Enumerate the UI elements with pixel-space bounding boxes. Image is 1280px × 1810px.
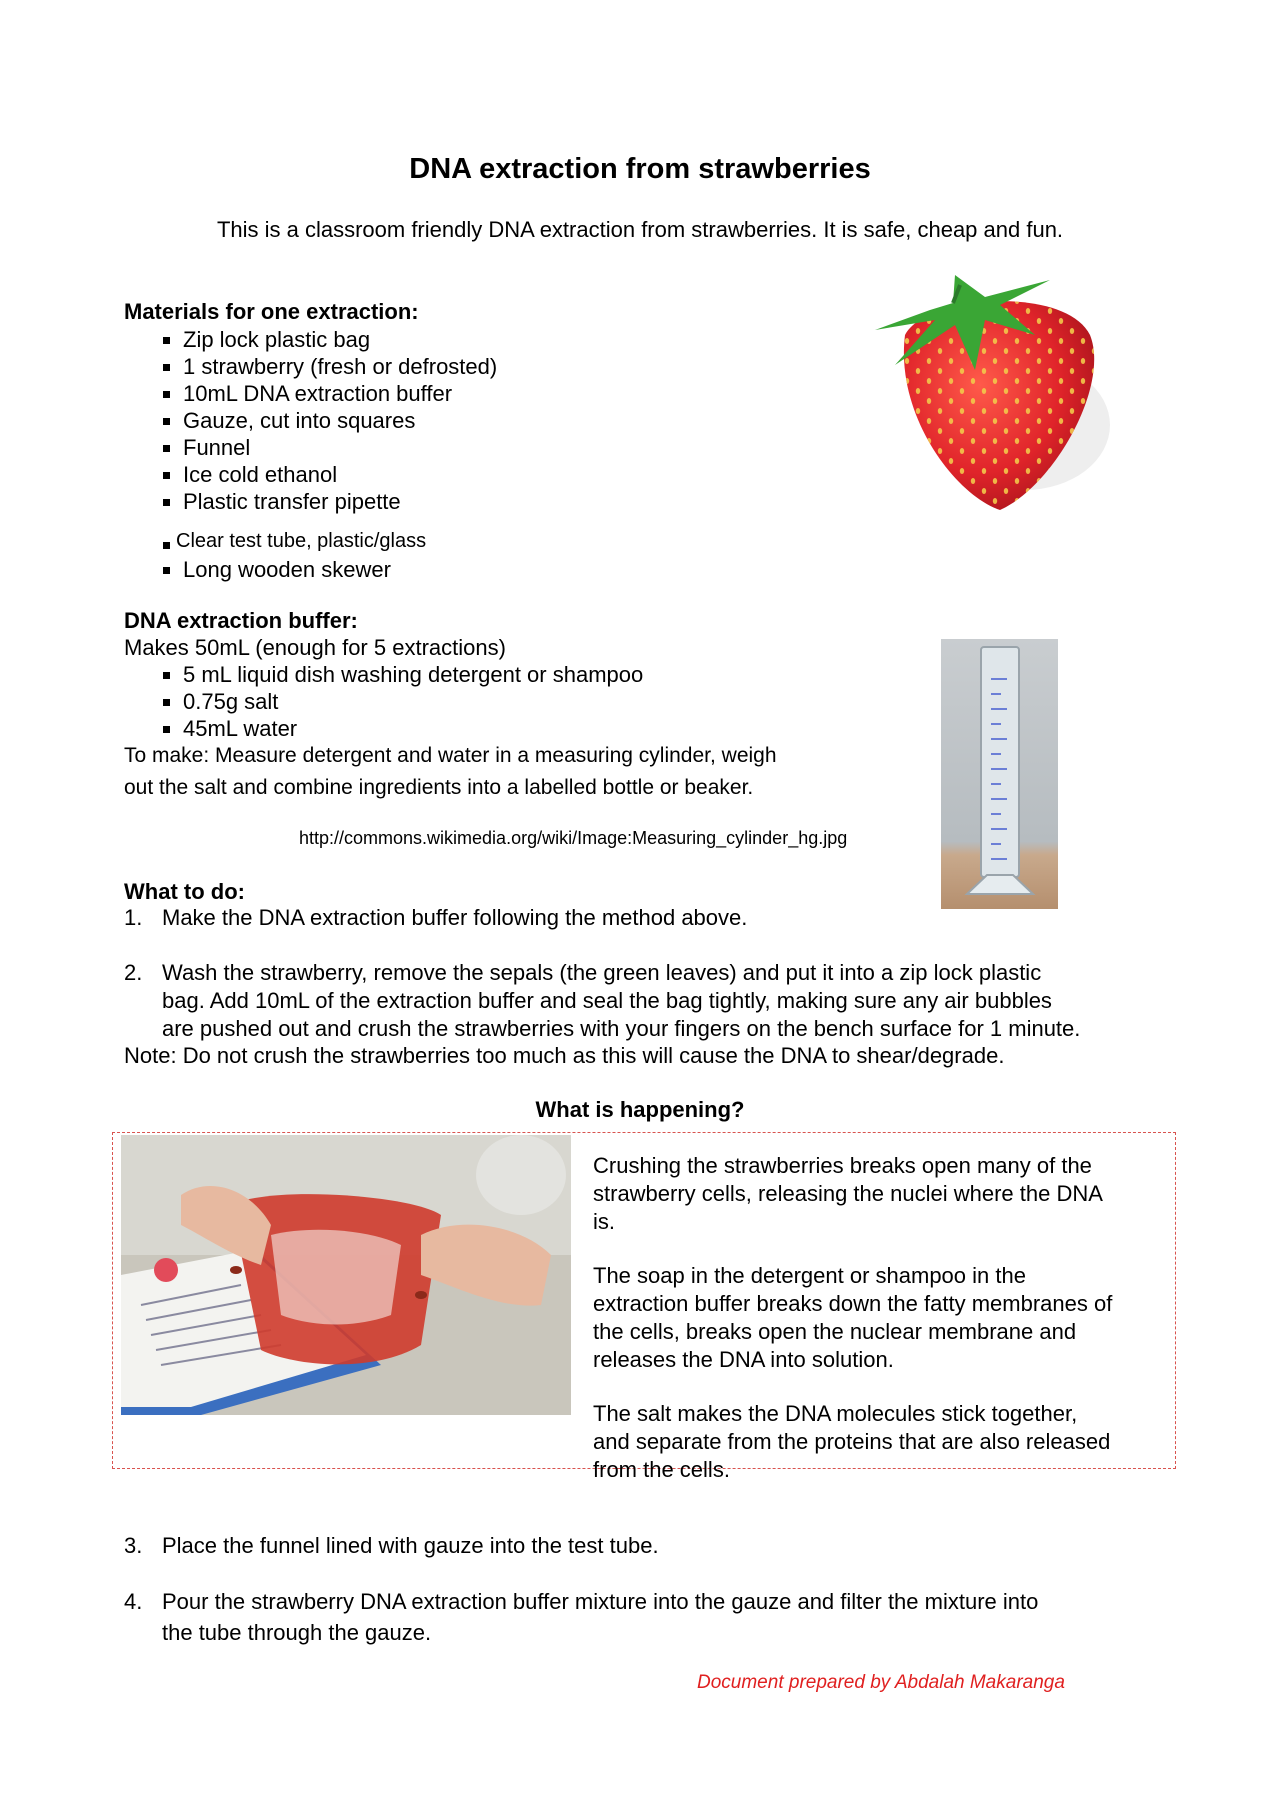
step-2: 2. Wash the strawberry, remove the sepals (the green leaves) and put it into a zip lock plastic bag. Add 10mL of the extraction buffer and seal the bag tightly, making sure any air bubbles are pushed out and crush the strawberries with your fingers on the bench surface for 1 minute. bbox=[124, 960, 1081, 1041]
list-item: 0.75g salt bbox=[155, 688, 643, 715]
materials-list-extra bbox=[155, 556, 391, 583]
author-credit: Document prepared by Abdalah Makaranga bbox=[697, 1672, 1065, 1693]
step-number: 2. bbox=[124, 960, 143, 985]
list-item: Plastic transfer pipette bbox=[155, 488, 497, 515]
list-item: Long wooden skewer bbox=[155, 556, 391, 583]
crushing-bag-photo bbox=[121, 1135, 571, 1415]
happening-heading: What is happening? bbox=[535, 1097, 745, 1122]
list-item: Clear test tube, plastic/glass bbox=[176, 530, 427, 552]
page-title: DNA extraction from strawberries bbox=[409, 153, 871, 185]
buffer-instructions-2: out the salt and combine ingredients into a labelled bottle or beaker. bbox=[124, 776, 754, 799]
buffer-makes: Makes 50mL (enough for 5 extractions) bbox=[124, 635, 506, 660]
step-4: 4. Pour the strawberry DNA extraction buffer mixture into the gauze and filter the mixture into the tube through the gauze. bbox=[124, 1586, 1174, 1648]
buffer-list bbox=[155, 661, 643, 742]
buffer-heading: DNA extraction buffer: bbox=[124, 608, 358, 633]
step-3: 3. Place the funnel lined with gauze into the test tube. bbox=[124, 1533, 659, 1558]
materials-list bbox=[155, 326, 497, 515]
step-number: 4. bbox=[124, 1589, 143, 1614]
list-item: 45mL water bbox=[155, 715, 643, 742]
step-1: 1. Make the DNA extraction buffer following the method above. bbox=[124, 905, 748, 930]
steps-heading: What to do: bbox=[124, 879, 245, 904]
happening-paragraph-2: The soap in the detergent or shampoo in the extraction buffer breaks down the fatty membranes of the cells, breaks open the nuclear membrane and releases the DNA into solution. bbox=[593, 1263, 1113, 1372]
list-item: 5 mL liquid dish washing detergent or shampoo bbox=[155, 661, 643, 688]
happening-paragraph-3: The salt makes the DNA molecules stick together, and separate from the proteins that are also released from the cells. bbox=[593, 1401, 1111, 1482]
step-number: 1. bbox=[124, 905, 143, 930]
happening-paragraph-1: Crushing the strawberries breaks open many of the strawberry cells, releasing the nuclei where the DNA is. bbox=[593, 1153, 1103, 1234]
step-number: 3. bbox=[124, 1533, 143, 1558]
list-item: 1 strawberry (fresh or defrosted) bbox=[155, 353, 497, 380]
list-item: Zip lock plastic bag bbox=[155, 326, 497, 353]
buffer-instructions-1: To make: Measure detergent and water in a measuring cylinder, weigh bbox=[124, 744, 777, 767]
list-item: Ice cold ethanol bbox=[155, 461, 497, 488]
materials-heading: Materials for one extraction: bbox=[124, 299, 419, 324]
measuring-cylinder-image bbox=[941, 639, 1058, 909]
image-caption: http://commons.wikimedia.org/wiki/Image:Measuring_cylinder_hg.jpg bbox=[299, 828, 848, 848]
strawberry-image bbox=[835, 275, 1135, 520]
list-item: 10mL DNA extraction buffer bbox=[155, 380, 497, 407]
intro-text: This is a classroom friendly DNA extraction from strawberries. It is safe, cheap and fun. bbox=[216, 217, 1064, 242]
list-item: Gauze, cut into squares bbox=[155, 407, 497, 434]
note-text: Note: Do not crush the strawberries too much as this will cause the DNA to shear/degrade. bbox=[124, 1043, 1005, 1068]
list-item: Funnel bbox=[155, 434, 497, 461]
bullet-icon bbox=[163, 542, 170, 549]
